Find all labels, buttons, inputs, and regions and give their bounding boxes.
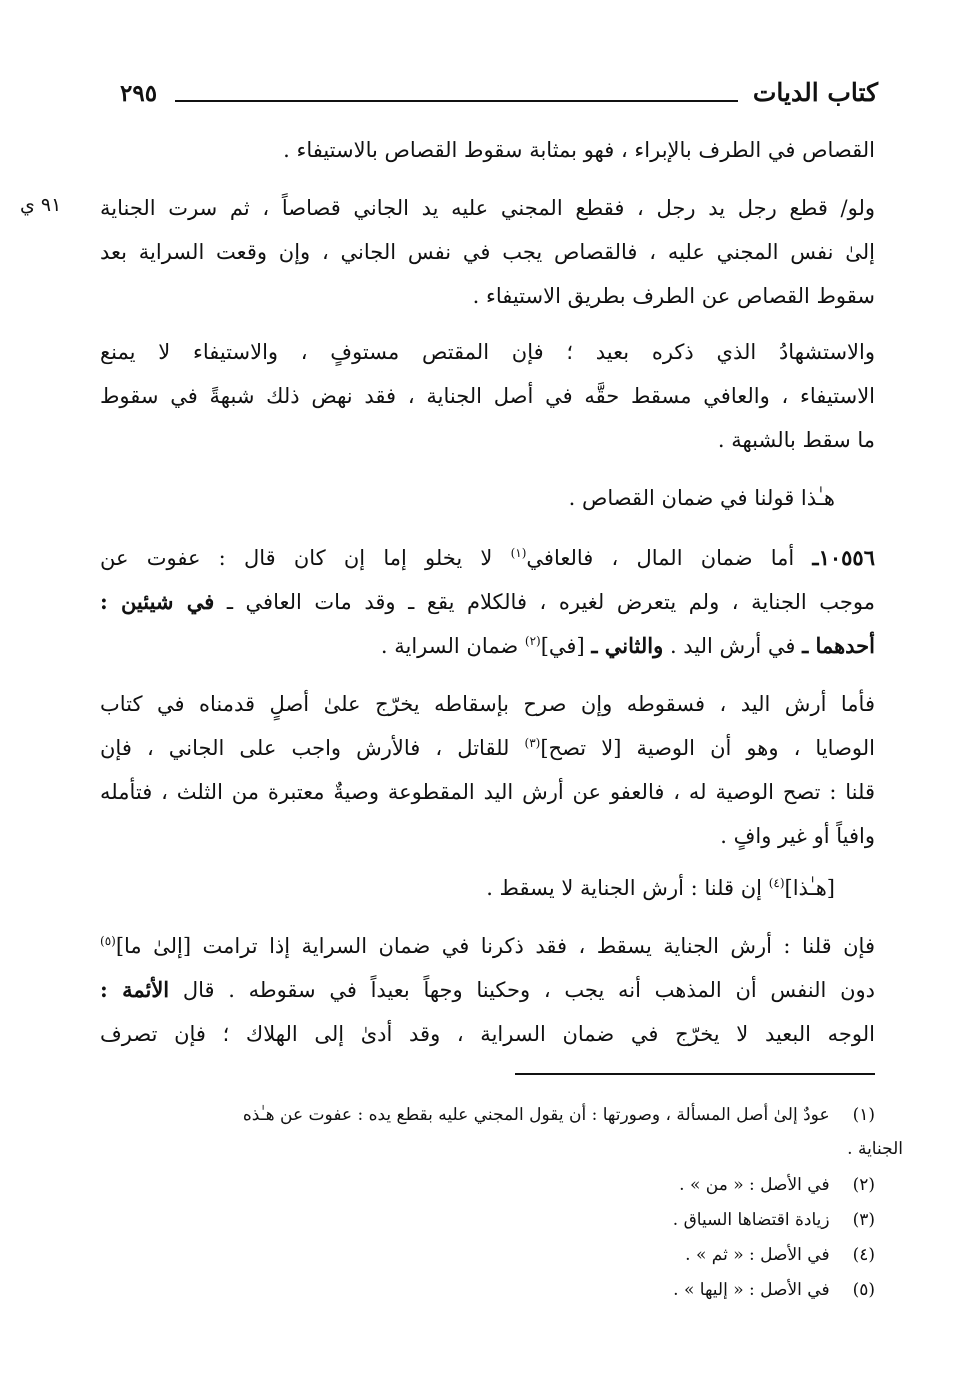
text-line: قلنا : تصح الوصية له ، فالعفو عن أرش اليد المقطوعة وصيةٌ معتبرة من الثلث ، فتأمله <box>100 780 875 804</box>
text-line: الاستيفاء ، والعافي مسقط حقَّه في أصل الجناية ، فقد نهض ذلك شبهةً في سقوط <box>100 384 875 408</box>
footnote-text: في الأصل : « إليها » . <box>673 1280 830 1300</box>
footnote <box>100 1239 875 1271</box>
text-span: دون النفس أن المذهب أنه يجب ، وحكينا وجهاً بعيداً في سقوطه . قال <box>182 978 875 1002</box>
footnote <box>100 1169 875 1201</box>
footnote-ref: (٣) <box>524 736 541 750</box>
text-span: إن قلنا : أرش الجناية لا يسقط . <box>486 876 762 900</box>
section-number: ١٠٥٥٦ـ <box>812 545 875 570</box>
text-line <box>100 536 875 580</box>
running-title: كتاب الديات <box>752 78 878 107</box>
text-line <box>100 580 875 624</box>
footnote-number: (٢) <box>852 1175 875 1195</box>
text-line: الوجه البعيد لا يخرّج في ضمان السراية ، وقد أدىٰ إلى الهلاك ؛ فإن تصرف <box>100 1022 875 1046</box>
text-span: لا يخلو إما إن كان قال : عفوت عن <box>100 546 493 570</box>
text-span: موجب الجناية ، ولم يتعرض لغيره ، فالكلام يقع ـ وقد مات العافي ـ <box>226 590 875 614</box>
text-span: في أرش اليد . <box>669 634 796 658</box>
text-line: إلىٰ نفس المجني عليه ، فالقصاص يجب في نفس الجاني ، وإن وقعت السراية بعد <box>100 240 875 264</box>
text-line: القصاص في الطرف بالإبراء ، فهو بمثابة سقوط القصاص بالاستيفاء . <box>283 138 875 162</box>
bold-term: الأئمة : <box>100 977 170 1002</box>
text-span: الوصايا ، وهو أن الوصية [لا تصح] <box>540 736 875 760</box>
footnote-ref: (١) <box>510 546 527 560</box>
text-line <box>100 476 875 520</box>
footnote-rule <box>515 1073 875 1075</box>
page-number: ٢٩٥ <box>120 80 158 107</box>
footnote-text: عودٌ إلىٰ أصل المسألة ، وصورتها : أن يقول المجني عليه بقطع يده : عفوت عن هـٰذه <box>242 1105 830 1125</box>
text-span: هـٰذا قولنا في ضمان القصاص . <box>568 486 835 510</box>
text-line: فأما أرش اليد ، فسقوطه وإن صرح بإسقاطه يخرّج علىٰ أصلٍ قدمناه في كتاب <box>100 692 875 716</box>
bold-term: في شيئين : <box>100 589 215 614</box>
footnote-number: (٥) <box>852 1280 875 1300</box>
footnote-ref: (٤) <box>768 876 785 890</box>
footnote-ref: (٢) <box>524 634 541 648</box>
text-line <box>100 866 875 910</box>
header-rule <box>175 100 738 102</box>
footnote-text: في الأصل : « ثم » . <box>685 1245 830 1265</box>
footnote <box>100 1274 875 1306</box>
footnote <box>100 1204 875 1236</box>
page-header <box>100 78 878 118</box>
text-span: فإن قلنا : أرش الجناية يسقط ، فقد ذكرنا في ضمان السراية إذا ترامت [إلىٰ ما] <box>115 934 875 958</box>
bold-term: أحدهما ـ <box>802 633 875 658</box>
footnote-text: زيادة اقتضاها السياق . <box>672 1210 830 1230</box>
margin-note: ٩١ ي <box>20 194 62 216</box>
text-span: [في] <box>540 634 585 658</box>
footnote-number: (٣) <box>852 1210 875 1230</box>
text-line <box>100 726 875 770</box>
text-span: أما ضمان المال ، فالعافي <box>526 546 795 570</box>
text-line <box>100 924 875 968</box>
text-line: سقوط القصاص عن الطرف بطريق الاستيفاء . <box>472 284 875 308</box>
footnote-number: (٤) <box>852 1245 875 1265</box>
footnote <box>100 1099 875 1131</box>
text-line <box>100 624 875 668</box>
footnote-text: الجناية . <box>847 1139 903 1159</box>
text-line <box>100 968 875 1012</box>
footnote-number: (١) <box>852 1105 875 1125</box>
text-line: وافياً أو غير وافٍ . <box>720 824 875 848</box>
text-span: ضمان السراية . <box>380 634 519 658</box>
text-line: ولو/ قطع رجل يد رجل ، فقطع المجني عليه يد الجاني قصاصاً ، ثم سرت الجناية <box>100 196 875 220</box>
footnote-text: في الأصل : « من » . <box>679 1175 830 1195</box>
text-line: والاستشهادُ الذي ذكره بعيد ؛ فإن المقتص مستوفٍ ، والاستيفاء لا يمنع <box>100 340 875 364</box>
footnote-ref: (٥) <box>100 934 116 948</box>
text-span: [هـٰذا] <box>784 876 835 900</box>
text-span: للقاتل ، فالأرش واجب على الجاني ، فإن <box>100 736 510 760</box>
bold-term: والثاني ـ <box>591 633 664 658</box>
text-line: ما سقط بالشبهة . <box>717 428 875 452</box>
